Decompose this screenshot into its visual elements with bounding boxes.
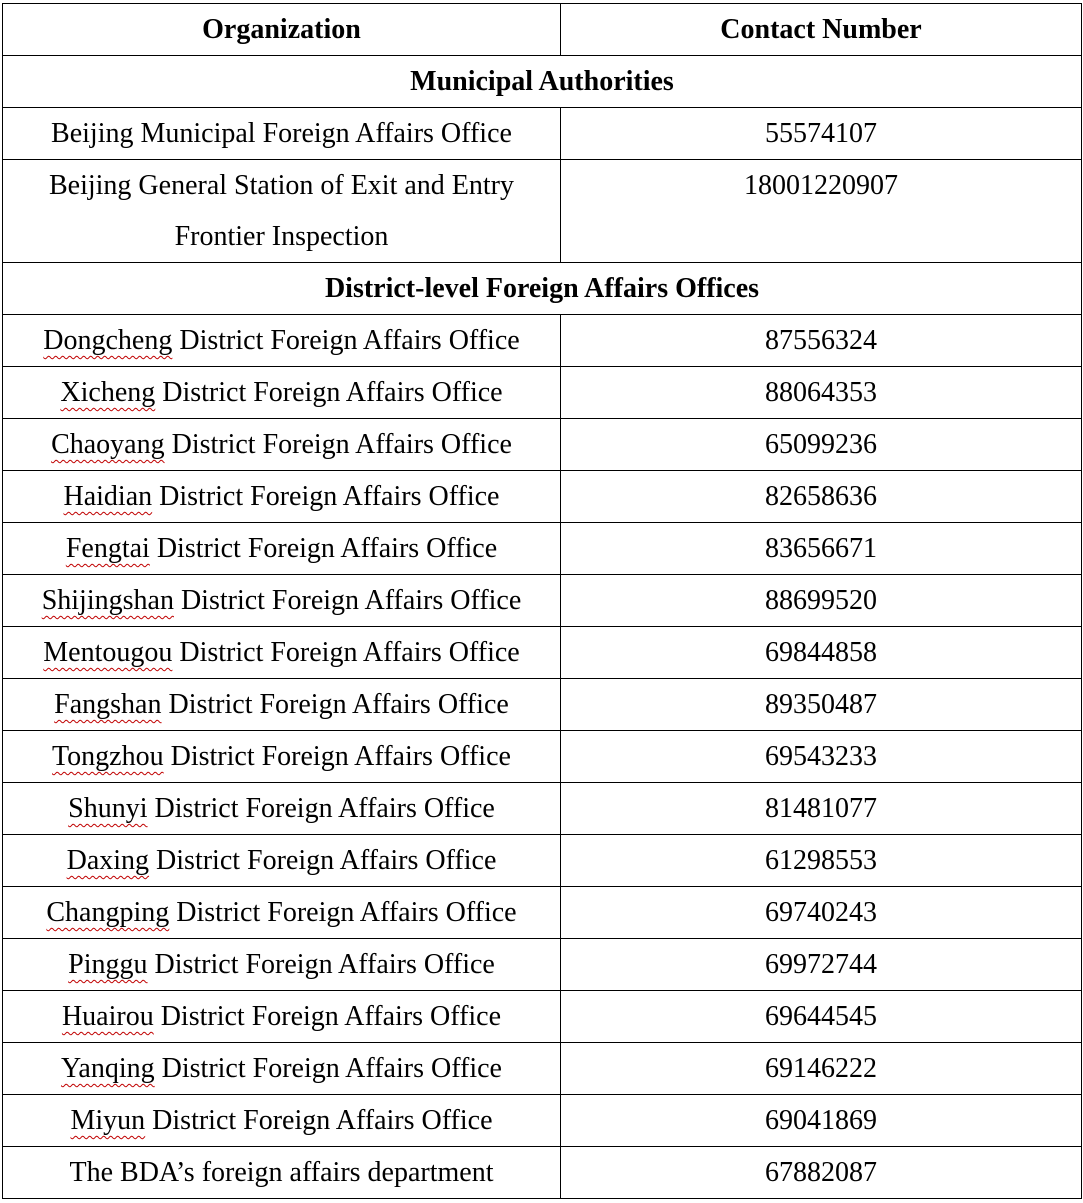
table-row: [3, 679, 1082, 731]
table-row: [3, 1095, 1082, 1147]
district-name: Haidian: [63, 481, 153, 512]
district-name: Changping: [46, 897, 170, 928]
district-suffix: District Foreign Affairs Office: [172, 325, 520, 356]
district-name: Fengtai: [65, 533, 150, 564]
district-suffix: District Foreign Affairs Office: [149, 845, 497, 876]
phone-cell: 69146222: [561, 1043, 1082, 1095]
district-name: Yanqing: [61, 1053, 155, 1084]
district-suffix: District Foreign Affairs Office: [147, 793, 495, 824]
organization-cell: [3, 887, 561, 939]
header-row: [3, 4, 1082, 56]
phone-cell: 69844858: [561, 627, 1082, 679]
organization-cell: Beijing Municipal Foreign Affairs Office: [3, 108, 561, 160]
phone-cell: 82658636: [561, 471, 1082, 523]
contact-table: [2, 3, 1082, 1199]
district-suffix: District Foreign Affairs Office: [164, 429, 512, 460]
phone-cell: 87556324: [561, 315, 1082, 367]
table-row: [3, 783, 1082, 835]
table-row: [3, 108, 1082, 160]
organization-cell: [3, 679, 561, 731]
table-row: [3, 887, 1082, 939]
phone-cell: 83656671: [561, 523, 1082, 575]
district-name: Chaoyang: [51, 429, 165, 460]
district-suffix: District Foreign Affairs Office: [169, 897, 517, 928]
district-suffix: District Foreign Affairs Office: [173, 585, 522, 616]
organization-cell: [3, 1043, 561, 1095]
organization-cell: [3, 991, 561, 1043]
table-row: [3, 627, 1082, 679]
district-suffix: District Foreign Affairs Office: [147, 949, 495, 980]
organization-cell: [3, 471, 561, 523]
district-name: Dongcheng: [43, 325, 173, 356]
section-title-municipal: Municipal Authorities: [3, 56, 1082, 108]
section-title-district: District-level Foreign Affairs Offices: [3, 263, 1082, 315]
district-suffix: District Foreign Affairs Office: [172, 637, 520, 668]
organization-cell: [3, 939, 561, 991]
district-suffix: District Foreign Affairs Office: [149, 533, 498, 564]
district-name: Mentougou: [43, 637, 173, 668]
table-row: [3, 471, 1082, 523]
organization-cell: [3, 1095, 561, 1147]
table-row: [3, 419, 1082, 471]
district-name: Miyun: [70, 1105, 146, 1136]
phone-cell: 55574107: [561, 108, 1082, 160]
phone-cell: 61298553: [561, 835, 1082, 887]
contact-number-header: Contact Number: [561, 4, 1082, 56]
district-name: Daxing: [66, 845, 150, 876]
organization-cell: [3, 315, 561, 367]
organization-cell: [3, 783, 561, 835]
phone-cell: 89350487: [561, 679, 1082, 731]
district-name: Pinggu: [68, 949, 148, 980]
district-name: Shunyi: [68, 793, 148, 824]
phone-cell: 81481077: [561, 783, 1082, 835]
organization-cell: [3, 627, 561, 679]
organization-cell: [3, 731, 561, 783]
district-name: Fangshan: [54, 689, 162, 720]
district-suffix: District Foreign Affairs Office: [152, 481, 500, 512]
organization-line-1: Beijing General Station of Exit and Entry: [48, 170, 514, 201]
table-row: [3, 1147, 1082, 1199]
table-row: [3, 1043, 1082, 1095]
table-row: [3, 991, 1082, 1043]
organization-cell: [3, 160, 561, 263]
phone-cell: 69740243: [561, 887, 1082, 939]
organization-line-2: Frontier Inspection: [174, 221, 389, 252]
table-row: [3, 575, 1082, 627]
district-suffix: District Foreign Affairs Office: [153, 1001, 502, 1032]
table-row: [3, 835, 1082, 887]
phone-cell: 88699520: [561, 575, 1082, 627]
organization-cell: [3, 367, 561, 419]
organization-cell: [3, 575, 561, 627]
district-suffix: District Foreign Affairs Office: [145, 1105, 493, 1136]
district-suffix: District Foreign Affairs Office: [163, 741, 511, 772]
district-suffix: District Foreign Affairs Office: [155, 377, 503, 408]
table-row: [3, 939, 1082, 991]
district-name: Xicheng: [60, 377, 156, 408]
phone-cell: 65099236: [561, 419, 1082, 471]
phone-cell: 69644545: [561, 991, 1082, 1043]
phone-cell: 69543233: [561, 731, 1082, 783]
section-row-municipal: [3, 56, 1082, 108]
organization-cell: [3, 419, 561, 471]
organization-cell: [3, 835, 561, 887]
district-suffix: District Foreign Affairs Office: [154, 1053, 502, 1084]
organization-header: Organization: [3, 4, 561, 56]
organization-cell: [3, 523, 561, 575]
phone-cell: 69041869: [561, 1095, 1082, 1147]
phone-cell: 88064353: [561, 367, 1082, 419]
district-name: Huairou: [61, 1001, 154, 1032]
section-row-district: [3, 263, 1082, 315]
table-row: [3, 523, 1082, 575]
organization-cell: The BDA’s foreign affairs department: [3, 1147, 561, 1199]
table-row: [3, 367, 1082, 419]
table-row: [3, 315, 1082, 367]
table-row: [3, 731, 1082, 783]
district-name: Tongzhou: [52, 741, 164, 772]
phone-cell: 18001220907: [561, 160, 1082, 263]
district-name: Shijingshan: [41, 585, 174, 616]
phone-cell: 67882087: [561, 1147, 1082, 1199]
district-suffix: District Foreign Affairs Office: [161, 689, 509, 720]
phone-cell: 69972744: [561, 939, 1082, 991]
table-row: [3, 160, 1082, 263]
